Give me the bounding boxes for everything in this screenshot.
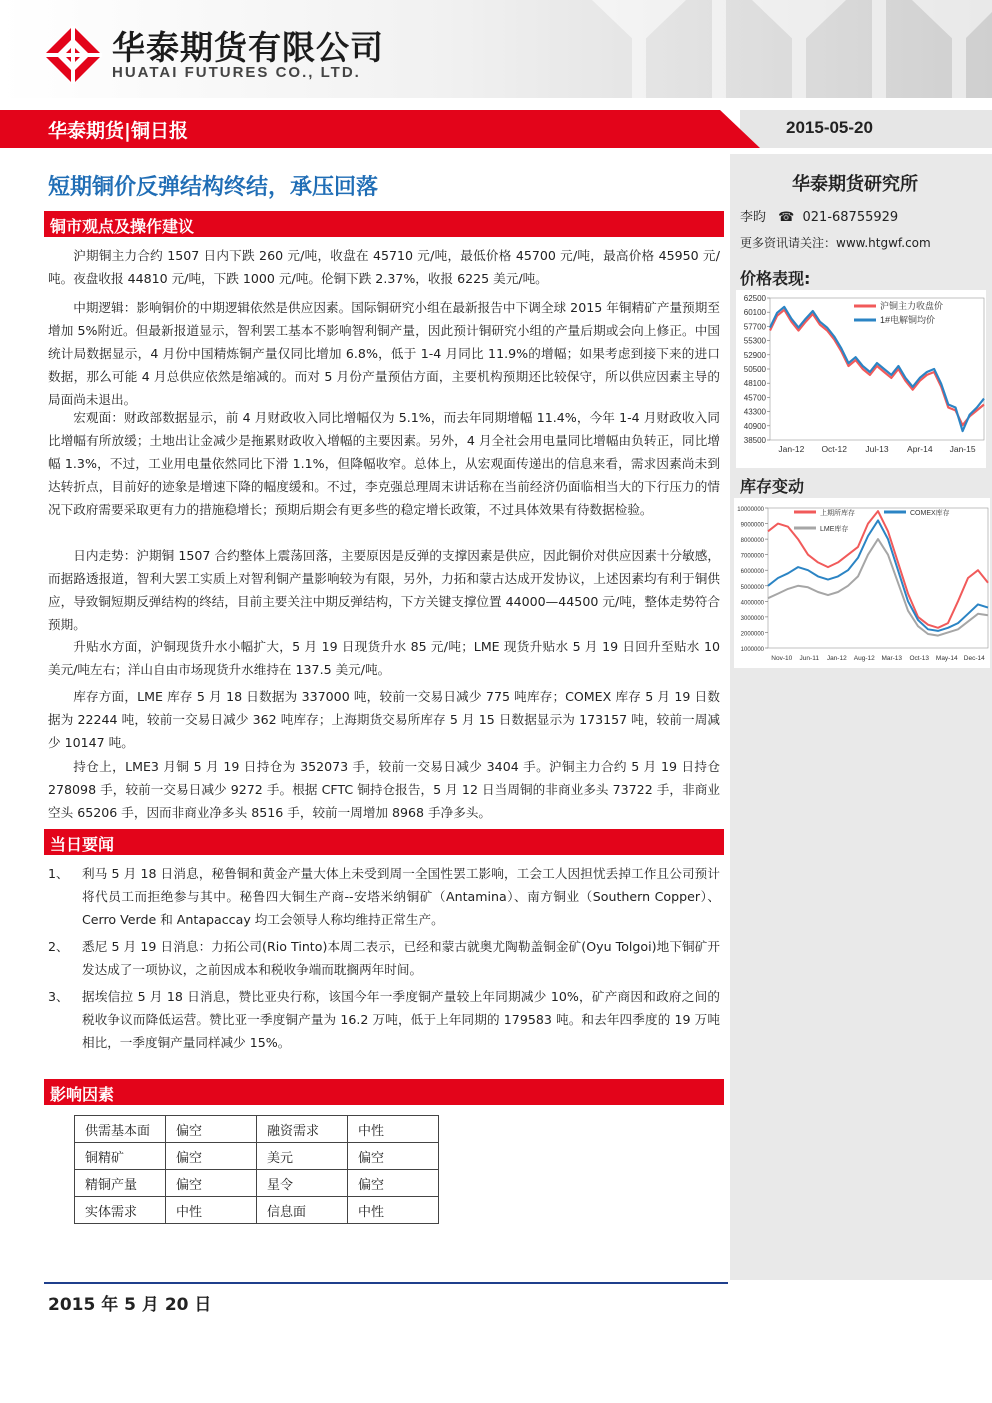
y-tick-label: 5000000 [740, 584, 764, 591]
y-tick-label: 50500 [743, 365, 766, 374]
table-cell: 偏空 [348, 1143, 439, 1170]
y-tick-label: 55300 [743, 336, 766, 346]
table-cell: 美元 [257, 1143, 348, 1170]
x-tick-label: Jun-11 [799, 655, 819, 662]
x-tick-label: Dec-14 [963, 655, 985, 662]
table-cell: 星令 [257, 1170, 348, 1197]
y-tick-label: 38500 [743, 436, 766, 445]
inventory-chart-title: 库存变动 [740, 477, 805, 496]
paragraph-positions: 持仓上，LME3 月铜 5 月 19 日持仓为 352073 手，较前一交易日减少 3404 手。沪铜主力合约 5 月 19 日持仓 278098 手，较前一交易日减少 9272 手。根据 CFTC 铜持仓报告，5 月 12 日当周铜的非商业多头 73722 手，非商业空头 65206 手，因而非商业净多头 8516 手，较前一周增加 8968 手净多头。 [48, 759, 720, 820]
table-cell: 偏空 [166, 1143, 257, 1170]
price-chart [736, 290, 986, 468]
table-cell: 偏空 [348, 1170, 439, 1197]
footer-divider [44, 1282, 728, 1284]
y-tick-label: 10000000 [737, 507, 764, 513]
table-row [75, 1143, 439, 1170]
y-tick-label: 45700 [743, 393, 766, 403]
table-cell: 中性 [348, 1116, 439, 1143]
x-tick-label: Aug-12 [853, 655, 875, 662]
contact-name: 李昀 [740, 210, 767, 225]
y-tick-label: 3000000 [740, 615, 764, 622]
header-decoration [592, 0, 992, 98]
table-cell: 精铜产量 [75, 1170, 166, 1197]
table-cell: 偏空 [166, 1116, 257, 1143]
y-tick-label: 2000000 [740, 631, 764, 638]
legend-label: 1#电解铜均价 [880, 315, 936, 325]
table-row [75, 1170, 439, 1197]
y-tick-label: 6000000 [740, 569, 764, 576]
paragraph-midterm: 中期逻辑：影响铜价的中期逻辑依然是供应因素。国际铜研究小组在最新报告中下调全球 2015 年铜精矿产量预期至增加 5%附近。但最新报道显示，智利罢工基本不影响智利铜产量，因此预计铜研究小组的产量后期或会向上修正。中国统计局数据显示，4 月份中国精炼铜产量仅同比增加 6.8%，低于 1-4 月同比 11.9%的增幅；如果考虑到接下来的进口数据，那么可能 4 月总供应依然是缩减的。而对 5 月份产量预估方面，主要机构预期还比较保守，所以供应因素主导的局面尚未退出。 [48, 300, 720, 407]
news-number: 2、 [48, 939, 69, 954]
y-tick-label: 7000000 [740, 553, 764, 560]
x-tick-label: May-14 [935, 655, 958, 662]
section-bar-news: 当日要闻 [44, 829, 724, 855]
report-date: 2015-05-20 [786, 118, 873, 137]
x-tick-label: Apr-14 [907, 444, 933, 454]
company-name-en: HUATAI FUTURES CO., LTD. [112, 64, 361, 81]
table-cell: 信息面 [257, 1197, 348, 1224]
section-bar-view: 铜市观点及操作建议 [44, 211, 724, 237]
report-headline: 短期铜价反弹结构终结，承压回落 [48, 175, 379, 200]
y-tick-label: 43300 [743, 407, 766, 417]
series-line [770, 310, 984, 425]
legend-label: 沪铜主力收盘价 [880, 301, 944, 311]
y-tick-label: 1000000 [740, 647, 764, 653]
table-row [75, 1116, 439, 1143]
series-line [768, 520, 988, 631]
y-tick-label: 8000000 [740, 538, 764, 545]
huatai-logo-icon [42, 24, 104, 86]
paragraph-macro: 宏观面：财政部数据显示，前 4 月财政收入同比增幅仅为 5.1%，而去年同期增幅 11.4%，今年 1-4 月财政收入同比增幅有所放缓；土地出让金减少是拖累财政收入增幅的主要因素。另外，4 月全社会用电量同比增幅由负转正，同比增幅 1.3%，不过，工业用电量依然同比下滑 1.1%，但降幅收窄。总体上，从宏观面传递出的信息来看，需求因素尚未到达转折点，目前好的迹象是增速下降的幅度缓和。不过，李克强总理周末讲话称在当前经济仍面临相当大的下行压力的情况下政府需要采取更有力的措施稳增长；预期后期会有更多些的稳定增长政策，不过具体效果有待数据检验。 [48, 410, 720, 517]
x-tick-label: Mar-13 [881, 655, 903, 662]
contact-line [740, 206, 898, 225]
legend-label: COMEX库存 [910, 510, 950, 517]
factors-table [74, 1115, 439, 1224]
x-tick-label: Jan-15 [949, 444, 976, 454]
inventory-chart [734, 498, 990, 668]
news-number: 3、 [48, 989, 69, 1004]
more-info: 更多资讯请关注：www.htgwf.com [740, 236, 931, 250]
table-cell: 实体需求 [75, 1197, 166, 1224]
y-tick-label: 52900 [743, 350, 766, 360]
x-tick-label: Jan-12 [826, 655, 847, 662]
news-text: 悉尼 5 月 19 日消息：力拓公司(Rio Tinto)本周二表示，已经和蒙古就奥尤陶勒盖铜金矿(Oyu Tolgoi)地下铜矿开发达成了一项协议，之前因成本和税收争端而耽搁两年时间。 [82, 939, 720, 977]
footer-date: 2015 年 5 月 20 日 [48, 1295, 212, 1315]
table-cell: 铜精矿 [75, 1143, 166, 1170]
paragraph-premium: 升贴水方面，沪铜现货升水小幅扩大，5 月 19 日现货升水 85 元/吨；LME 现货升贴水 5 月 19 日回升至贴水 10 美元/吨左右；洋山自由市场现货升水维持在 137.5 美元/吨。 [48, 639, 720, 677]
x-tick-label: Oct-13 [909, 655, 930, 662]
institute-name: 华泰期货研究所 [792, 174, 918, 195]
legend-label: LME库存 [820, 526, 849, 533]
table-cell: 供需基本面 [75, 1116, 166, 1143]
table-cell: 中性 [166, 1197, 257, 1224]
plot-frame [770, 298, 984, 440]
paragraph-inventory: 库存方面，LME 库存 5 月 18 日数据为 337000 吨，较前一交易日减少 775 吨库存；COMEX 库存 5 月 19 日数据为 22244 吨，较前一交易日减少 362 吨库存；上海期货交易所库存 5 月 15 日数据显示为 173157 吨，较前一周减少 10147 吨。 [48, 689, 720, 750]
table-cell: 中性 [348, 1197, 439, 1224]
table-cell: 融资需求 [257, 1116, 348, 1143]
y-tick-label: 4000000 [740, 600, 764, 607]
legend-label: 上期所库存 [820, 510, 855, 517]
table-cell: 偏空 [166, 1170, 257, 1197]
table-row [75, 1197, 439, 1224]
y-tick-label: 62500 [743, 294, 766, 303]
y-tick-label: 57700 [743, 322, 766, 332]
x-tick-label: Jul-13 [865, 444, 889, 454]
company-name-cn: 华泰期货有限公司 [112, 28, 384, 67]
x-tick-label: Nov-10 [771, 655, 793, 662]
y-tick-label: 60100 [743, 308, 766, 318]
paragraph-intraday: 日内走势：沪期铜 1507 合约整体上震荡回落，主要原因是反弹的支撑因素是供应，因此铜价对供应因素十分敏感，而据路透报道，智利大罢工实质上对智利铜产量影响较为有限，另外，力拓和蒙古达成开发协议，上述因素均有利于铜供应，导致铜短期反弹结构的终结，目前主要关注中期反弹结构，下方关键支撑位置 44000—44500 元/吨，整体走势符合预期。 [48, 548, 720, 632]
y-tick-label: 40900 [743, 421, 766, 431]
section-bar-factors: 影响因素 [44, 1079, 724, 1105]
series-line [768, 539, 988, 636]
price-chart-title: 价格表现: [740, 269, 811, 288]
news-number: 1、 [48, 866, 69, 881]
report-name: 华泰期货|铜日报 [48, 120, 188, 142]
contact-phone: 021-68755929 [802, 210, 899, 225]
news-text: 利马 5 月 18 日消息，秘鲁铜和黄金产量大体上未受到周一全国性罢工影响，工会工人因担忧丢掉工作且公司预计将代员工而拒绝参与其中。秘鲁四大铜生产商--安塔米纳铜矿（Antamina）、南方铜业（Southern Copper）、Cerro Verde 和 Antapaccay 均工会领导人称均维持正常生产。 [82, 866, 720, 927]
x-tick-label: Jan-12 [778, 444, 805, 454]
y-tick-label: 9000000 [740, 522, 764, 529]
x-tick-label: Oct-12 [821, 444, 847, 454]
news-text: 据埃信拉 5 月 18 日消息，赞比亚央行称，该国今年一季度铜产量较上年同期减少 10%，矿产商因和政府之间的税收争议而降低运营。赞比亚一季度铜产量为 16.2 万吨，低于上年同期的 179583 吨。和去年四季度的 19 万吨相比，一季度铜产量同样减少 15%。 [82, 989, 720, 1050]
y-tick-label: 48100 [743, 379, 766, 389]
phone-icon: ☎ [778, 210, 795, 225]
paragraph-price: 沪期铜主力合约 1507 日内下跌 260 元/吨，收盘在 45710 元/吨，最低价格 45700 元/吨，最高价格 45950 元/吨。夜盘收报 44810 元/吨，下跌 1000 元/吨。伦铜下跌 2.37%，收报 6225 美元/吨。 [48, 248, 720, 286]
